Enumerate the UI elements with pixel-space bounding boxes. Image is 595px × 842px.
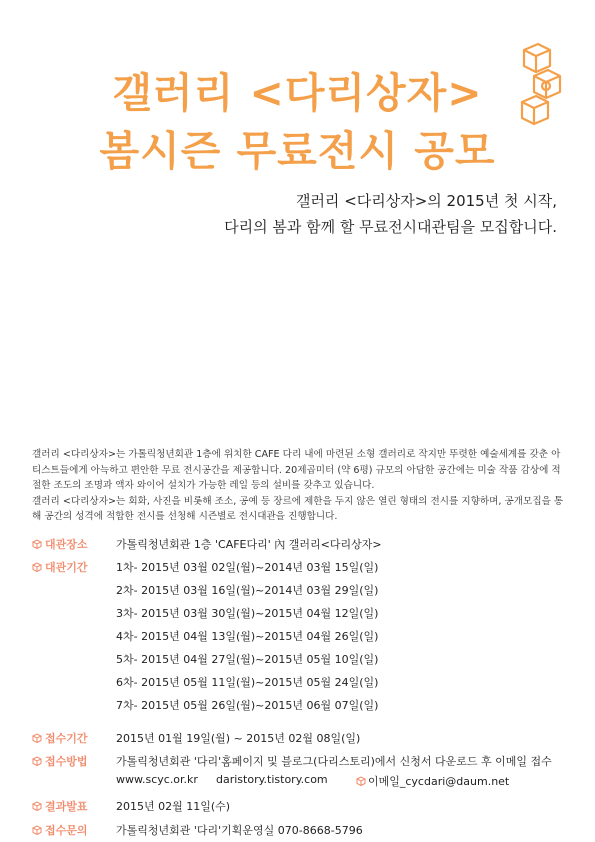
cube-icon bbox=[32, 801, 42, 811]
apply-period-label: 접수기간 bbox=[32, 730, 88, 746]
period-item: 6차- 2015년 05월 11일(월)~2015년 05월 24일(일) bbox=[116, 676, 379, 689]
contact-label: 접수문의 bbox=[32, 822, 88, 838]
email-contact[interactable]: 이메일_cycdari@daum.net bbox=[356, 773, 509, 789]
cube-icon bbox=[32, 562, 42, 572]
venue-value: 가톨릭청년회관 1층 'CAFE다리' 內 갤러리<다리상자> bbox=[116, 538, 382, 551]
subtitle-line-1: 갤러리 <다리상자>의 2015년 첫 시작, bbox=[295, 192, 557, 210]
intro-paragraph-1: 갤러리 <다리상자>는 가톨릭청년회관 1층에 위치한 CAFE 다리 내에 마련된 소형 갤러리로 작지만 뚜렷한 예술세계를 갖춘 아티스트들에게 아늑하고 편안한 무료 전시공간을 제공합니다. 20제곱미터 (약 6평) 규모의 아담한 공간에는 미술 작품 감상에 적절한 조도의 조명과 액자 와이어 설치가 가능한 레일 등의 설비를 갖추고 있습니다. bbox=[32, 449, 561, 491]
period-item: 7차- 2015년 05월 26일(월)~2015년 06월 07일(일) bbox=[116, 699, 379, 712]
apply-method-value: 가톨릭청년회관 '다리'홈페이지 및 블로그(다리스토리)에서 신청서 다운로드 후 이메일 접수 bbox=[116, 755, 552, 768]
result-value: 2015년 02월 11일(수) bbox=[116, 800, 231, 813]
period-item: 1차- 2015년 03월 02일(월)~2014년 03월 15일(일) bbox=[116, 561, 379, 574]
cube-icon bbox=[356, 776, 366, 786]
contact-value: 가톨릭청년회관 '다리'기획운영실 070-8668-5796 bbox=[116, 824, 363, 837]
period-label: 대관기간 bbox=[32, 559, 88, 575]
website-link[interactable]: www.scyc.or.kr bbox=[116, 773, 198, 786]
apply-method-label: 접수방법 bbox=[32, 753, 88, 769]
title-line-2: 봄시즌 무료전시 공모 bbox=[99, 127, 496, 175]
cube-icon bbox=[32, 733, 42, 743]
cube-icon bbox=[32, 539, 42, 549]
apply-period-value: 2015년 01월 19일(월) ~ 2015년 02월 08일(일) bbox=[116, 732, 361, 745]
stacked-cubes-icon bbox=[510, 36, 570, 126]
intro-text bbox=[32, 447, 567, 525]
intro-paragraph-2: 갤러리 <다리상자>는 회화, 사진을 비롯해 조소, 공예 등 장르에 제한을 두지 않은 열린 형태의 전시를 지향하며, 공개모집을 통해 공간의 성격에 적합한 전시를 선청해 시즌별로 전시대관을 진행합니다. bbox=[32, 495, 564, 522]
period-item: 4차- 2015년 04월 13일(월)~2015년 04월 26일(일) bbox=[116, 630, 379, 643]
period-item: 3차- 2015년 03월 30일(월)~2015년 04월 12일(일) bbox=[116, 607, 379, 620]
title-line-1: 갤러리 <다리상자> bbox=[112, 69, 483, 117]
result-label: 결과발표 bbox=[32, 798, 88, 814]
period-item: 5차- 2015년 04월 27일(월)~2015년 05월 10일(일) bbox=[116, 653, 379, 666]
period-item: 2차- 2015년 03월 16일(월)~2014년 03월 29일(일) bbox=[116, 584, 379, 597]
cube-icon bbox=[32, 756, 42, 766]
cube-icon bbox=[32, 825, 42, 835]
subtitle-line-2: 다리의 봄과 함께 할 무료전시대관팀을 모집합니다. bbox=[224, 218, 557, 236]
blog-link[interactable]: daristory.tistory.com bbox=[216, 773, 328, 786]
venue-label: 대관장소 bbox=[32, 536, 88, 552]
